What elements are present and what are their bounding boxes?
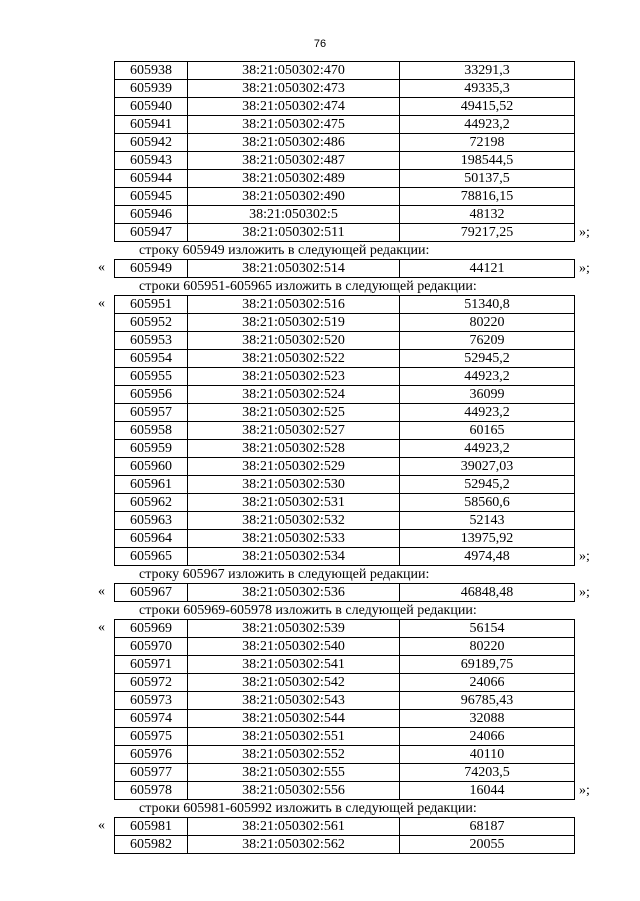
cadastral-number-cell: 38:21:050302:561 [188,818,400,836]
row-number-cell: 605978 [115,782,188,800]
amendment-table-block [0,295,640,566]
row-number-cell: 605977 [115,764,188,782]
value-cell: 80220 [400,314,575,332]
table-row [115,782,575,800]
parcel-table [114,61,575,242]
table-row [115,188,575,206]
cadastral-number-cell: 38:21:050302:489 [188,170,400,188]
amendment-instruction: строки 605981-605992 изложить в следующей редакции: [139,801,477,816]
row-number-cell: 605940 [115,98,188,116]
parcel-table [114,295,575,566]
amendment-instruction: строку 605949 изложить в следующей редакции: [139,243,430,258]
table-row [115,512,575,530]
table-row [115,584,575,602]
cadastral-number-cell: 38:21:050302:541 [188,656,400,674]
value-cell: 68187 [400,818,575,836]
table-row [115,710,575,728]
value-cell: 44923,2 [400,116,575,134]
table-row [115,152,575,170]
table-row [115,656,575,674]
page-number: 76 [313,38,327,50]
table-row [115,530,575,548]
amendment-instruction: строки 605951-605965 изложить в следующей редакции: [139,279,477,294]
table-row [115,620,575,638]
parcel-table [114,817,575,854]
opening-quote: « [98,260,105,275]
cadastral-number-cell: 38:21:050302:525 [188,404,400,422]
cadastral-number-cell: 38:21:050302:511 [188,224,400,242]
cadastral-number-cell: 38:21:050302:520 [188,332,400,350]
row-number-cell: 605974 [115,710,188,728]
cadastral-number-cell: 38:21:050302:490 [188,188,400,206]
cadastral-number-cell: 38:21:050302:531 [188,494,400,512]
row-number-cell: 605960 [115,458,188,476]
row-number-cell: 605953 [115,332,188,350]
cadastral-number-cell: 38:21:050302:534 [188,548,400,566]
value-cell: 76209 [400,332,575,350]
value-cell: 24066 [400,728,575,746]
table-row [115,80,575,98]
amendment-table-block [0,583,640,602]
value-cell: 33291,3 [400,62,575,80]
row-number-cell: 605963 [115,512,188,530]
closing-quote: »; [579,225,590,240]
parcel-table [114,583,575,602]
table-row [115,314,575,332]
value-cell: 49335,3 [400,80,575,98]
table-row [115,836,575,854]
table-row [115,476,575,494]
row-number-cell: 605952 [115,314,188,332]
amendment-instruction: строку 605967 изложить в следующей редакции: [139,567,430,582]
cadastral-number-cell: 38:21:050302:475 [188,116,400,134]
value-cell: 36099 [400,386,575,404]
value-cell: 32088 [400,710,575,728]
value-cell: 39027,03 [400,458,575,476]
row-number-cell: 605955 [115,368,188,386]
cadastral-number-cell: 38:21:050302:514 [188,260,400,278]
table-row [115,494,575,512]
row-number-cell: 605956 [115,386,188,404]
row-number-cell: 605975 [115,728,188,746]
row-number-cell: 605945 [115,188,188,206]
table-row [115,674,575,692]
closing-quote: »; [579,261,590,276]
cadastral-number-cell: 38:21:050302:516 [188,296,400,314]
table-row [115,260,575,278]
value-cell: 74203,5 [400,764,575,782]
row-number-cell: 605941 [115,116,188,134]
value-cell: 72198 [400,134,575,152]
value-cell: 58560,6 [400,494,575,512]
cadastral-number-cell: 38:21:050302:529 [188,458,400,476]
row-number-cell: 605959 [115,440,188,458]
row-number-cell: 605944 [115,170,188,188]
cadastral-number-cell: 38:21:050302:487 [188,152,400,170]
opening-quote: « [98,296,105,311]
cadastral-number-cell: 38:21:050302:536 [188,584,400,602]
value-cell: 44121 [400,260,575,278]
row-number-cell: 605970 [115,638,188,656]
cadastral-number-cell: 38:21:050302:551 [188,728,400,746]
row-number-cell: 605962 [115,494,188,512]
row-number-cell: 605943 [115,152,188,170]
cadastral-number-cell: 38:21:050302:486 [188,134,400,152]
opening-quote: « [98,818,105,833]
row-number-cell: 605981 [115,818,188,836]
value-cell: 51340,8 [400,296,575,314]
cadastral-number-cell: 38:21:050302:474 [188,98,400,116]
table-row [115,422,575,440]
value-cell: 80220 [400,638,575,656]
amendment-table-block [0,619,640,800]
table-row [115,440,575,458]
table-row [115,368,575,386]
value-cell: 20055 [400,836,575,854]
cadastral-number-cell: 38:21:050302:522 [188,350,400,368]
cadastral-number-cell: 38:21:050302:556 [188,782,400,800]
row-number-cell: 605954 [115,350,188,368]
amendment-table-block [0,817,640,854]
cadastral-number-cell: 38:21:050302:519 [188,314,400,332]
row-number-cell: 605958 [115,422,188,440]
row-number-cell: 605976 [115,746,188,764]
cadastral-number-cell: 38:21:050302:555 [188,764,400,782]
row-number-cell: 605946 [115,206,188,224]
table-row [115,116,575,134]
cadastral-number-cell: 38:21:050302:542 [188,674,400,692]
opening-quote: « [98,620,105,635]
cadastral-number-cell: 38:21:050302:524 [188,386,400,404]
cadastral-number-cell: 38:21:050302:530 [188,476,400,494]
document-body [0,61,640,854]
table-row [115,386,575,404]
value-cell: 69189,75 [400,656,575,674]
value-cell: 60165 [400,422,575,440]
value-cell: 16044 [400,782,575,800]
value-cell: 46848,48 [400,584,575,602]
table-row [115,458,575,476]
value-cell: 44923,2 [400,368,575,386]
table-row [115,134,575,152]
cadastral-number-cell: 38:21:050302:523 [188,368,400,386]
row-number-cell: 605939 [115,80,188,98]
cadastral-number-cell: 38:21:050302:473 [188,80,400,98]
table-row [115,764,575,782]
cadastral-number-cell: 38:21:050302:552 [188,746,400,764]
value-cell: 96785,43 [400,692,575,710]
closing-quote: »; [579,549,590,564]
parcel-table [114,259,575,278]
cadastral-number-cell: 38:21:050302:562 [188,836,400,854]
row-number-cell: 605973 [115,692,188,710]
row-number-cell: 605942 [115,134,188,152]
table-row [115,296,575,314]
closing-quote: »; [579,783,590,798]
value-cell: 44923,2 [400,404,575,422]
value-cell: 40110 [400,746,575,764]
row-number-cell: 605972 [115,674,188,692]
table-row [115,728,575,746]
closing-quote: »; [579,585,590,600]
value-cell: 24066 [400,674,575,692]
value-cell: 4974,48 [400,548,575,566]
value-cell: 52945,2 [400,476,575,494]
value-cell: 52945,2 [400,350,575,368]
row-number-cell: 605965 [115,548,188,566]
table-row [115,692,575,710]
cadastral-number-cell: 38:21:050302:527 [188,422,400,440]
amendment-table-block [0,61,640,242]
cadastral-number-cell: 38:21:050302:543 [188,692,400,710]
row-number-cell: 605982 [115,836,188,854]
table-row [115,638,575,656]
opening-quote: « [98,584,105,599]
row-number-cell: 605967 [115,584,188,602]
parcel-table [114,619,575,800]
row-number-cell: 605957 [115,404,188,422]
row-number-cell: 605969 [115,620,188,638]
table-row [115,206,575,224]
table-row [115,404,575,422]
value-cell: 13975,92 [400,530,575,548]
table-row [115,98,575,116]
amendment-instruction: строки 605969-605978 изложить в следующей редакции: [139,603,477,618]
cadastral-number-cell: 38:21:050302:528 [188,440,400,458]
row-number-cell: 605947 [115,224,188,242]
value-cell: 49415,52 [400,98,575,116]
cadastral-number-cell: 38:21:050302:533 [188,530,400,548]
value-cell: 48132 [400,206,575,224]
value-cell: 78816,15 [400,188,575,206]
table-row [115,170,575,188]
cadastral-number-cell: 38:21:050302:544 [188,710,400,728]
value-cell: 52143 [400,512,575,530]
value-cell: 198544,5 [400,152,575,170]
row-number-cell: 605949 [115,260,188,278]
cadastral-number-cell: 38:21:050302:539 [188,620,400,638]
value-cell: 79217,25 [400,224,575,242]
row-number-cell: 605938 [115,62,188,80]
cadastral-number-cell: 38:21:050302:540 [188,638,400,656]
table-row [115,818,575,836]
cadastral-number-cell: 38:21:050302:470 [188,62,400,80]
table-row [115,332,575,350]
value-cell: 56154 [400,620,575,638]
amendment-table-block [0,259,640,278]
value-cell: 50137,5 [400,170,575,188]
row-number-cell: 605951 [115,296,188,314]
table-row [115,548,575,566]
table-row [115,62,575,80]
table-row [115,746,575,764]
table-row [115,224,575,242]
cadastral-number-cell: 38:21:050302:532 [188,512,400,530]
cadastral-number-cell: 38:21:050302:5 [188,206,400,224]
table-row [115,350,575,368]
row-number-cell: 605964 [115,530,188,548]
value-cell: 44923,2 [400,440,575,458]
row-number-cell: 605971 [115,656,188,674]
row-number-cell: 605961 [115,476,188,494]
